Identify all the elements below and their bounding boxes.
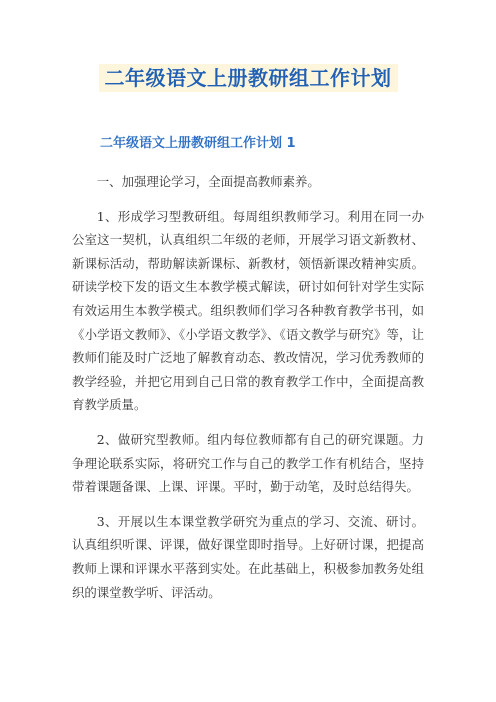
- paragraph: 1、形成学习型教研组。每周组织教师学习。利用在同一办公室这一契机，认真组织二年级的老师，开展学习语文新教材、新课标活动，帮助解读新课标、新教材，领悟新课改精神实质。研读学校下发的语文生本教学模式解读，研讨如何针对学生实际有效运用生本教学模式。组织教师们学习各种教育教学书刊，如《小学语文教师》、《小学语文教学》、《语文教学与研究》等，让教师们能及时广泛地了解教育动态、教改情况，学习优秀教师的教学经验，并把它用到自己日常的教育教学工作中，全面提高教育教学质量。: [72, 208, 424, 413]
- paragraph: 一、加强理论学习，全面提高教师素养。: [96, 174, 320, 189]
- paragraph: 3、开展以生本课堂教学研究为重点的学习、交流、研讨。认真组织听课、评课，做好课堂即时指导。上好研讨课，把提高教师上课和评课水平落到实处。在此基础上，积极参加教务处组织的课堂教学听、评活动。: [72, 513, 424, 600]
- document-title: [0, 64, 496, 92]
- document-title-text: 二年级语文上册教研组工作计划: [99, 64, 398, 92]
- document-body: [72, 170, 424, 615]
- paragraph: 2、做研究型教师。组内每位教师都有自己的研究课题。力争理论联系实际，将研究工作与自己的教学工作有机结合，坚持带着课题备课、上课、评课。平时，勤于动笔，及时总结得失。: [72, 431, 424, 495]
- section-heading: 二年级语文上册教研组工作计划 1: [100, 136, 296, 151]
